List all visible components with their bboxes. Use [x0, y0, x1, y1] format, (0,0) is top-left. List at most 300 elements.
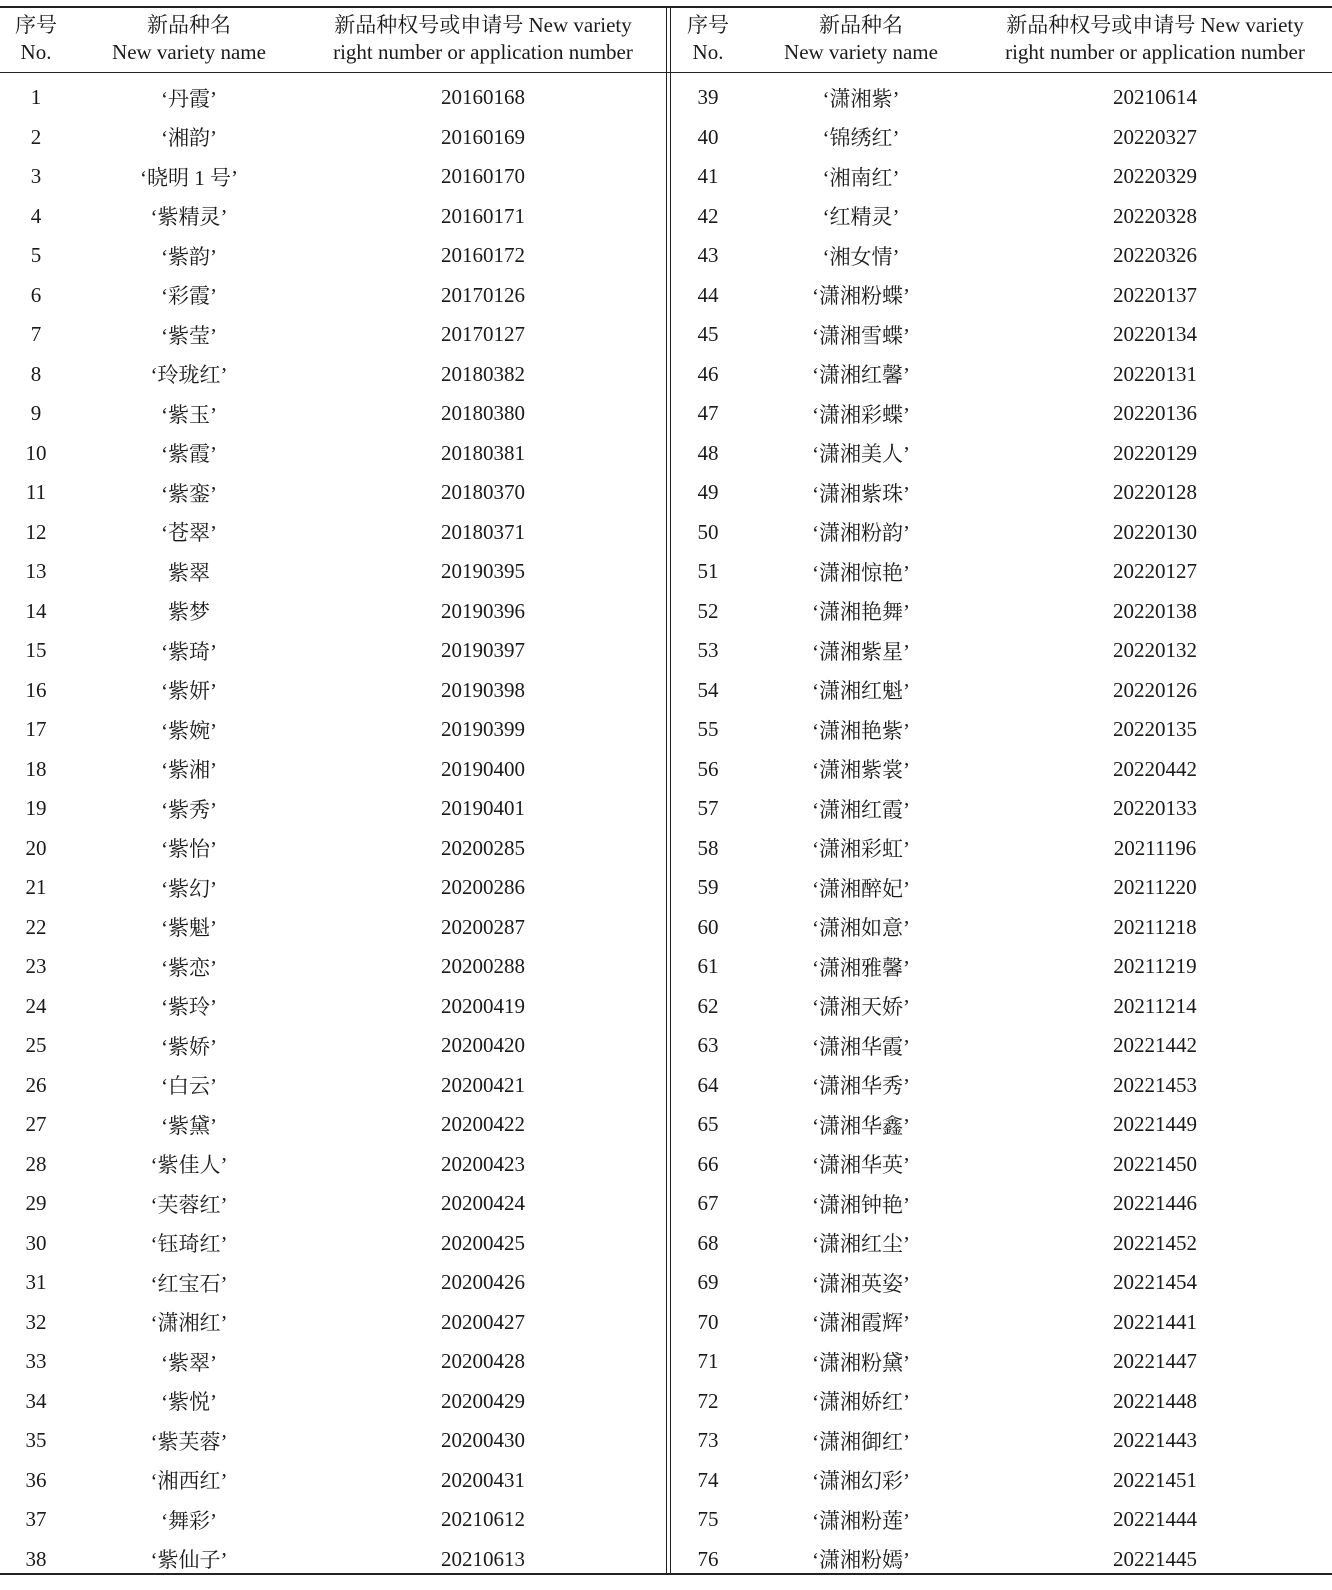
- table-row: [672, 987, 1332, 1027]
- row-right-number: 20200285: [441, 835, 525, 860]
- row-no: 24: [25, 993, 47, 1018]
- row-variety-name: ‘紫恋’: [161, 955, 217, 980]
- row-variety-name: ‘潇湘雅馨’: [812, 955, 910, 980]
- row-right-number: 20220329: [1113, 164, 1197, 189]
- header-name: [744, 12, 978, 66]
- row-right-number: 20200423: [441, 1151, 525, 1176]
- row-right-number: 20200287: [441, 914, 525, 939]
- row-right-number: 20190399: [441, 717, 525, 742]
- row-right-number: 20221450: [1113, 1151, 1197, 1176]
- row-right-number: 20211220: [1113, 875, 1197, 900]
- row-variety-name: ‘潇湘御红’: [812, 1429, 910, 1454]
- row-no: 26: [25, 1072, 47, 1097]
- row-no: 37: [25, 1507, 47, 1532]
- row-variety-name: ‘紫佳人’: [150, 1153, 228, 1178]
- row-variety-name: ‘紫精灵’: [150, 205, 228, 230]
- table-row: [672, 1066, 1332, 1106]
- row-right-number: 20220136: [1113, 401, 1197, 426]
- row-no: 68: [697, 1230, 719, 1255]
- table-row: [0, 1540, 660, 1580]
- table-row: [0, 434, 660, 474]
- table-row: [0, 78, 660, 118]
- right-table-half: [672, 6, 1332, 1573]
- table-row: [672, 1342, 1332, 1382]
- row-variety-name: ‘舞彩’: [161, 1508, 217, 1533]
- row-no: 22: [25, 914, 47, 939]
- row-variety-name: ‘潇湘惊艳’: [812, 560, 910, 585]
- header-right-number: [978, 12, 1332, 66]
- row-variety-name: ‘紫玲’: [161, 995, 217, 1020]
- row-no: 69: [697, 1270, 719, 1295]
- row-variety-name: ‘紫銮’: [161, 481, 217, 506]
- row-no: 7: [30, 322, 42, 347]
- row-no: 4: [30, 203, 42, 228]
- header-name-zh: 新品种名: [147, 13, 231, 37]
- row-right-number: 20200430: [441, 1428, 525, 1453]
- row-no: 30: [25, 1230, 47, 1255]
- row-right-number: 20200421: [441, 1072, 525, 1097]
- row-variety-name: ‘紫黛’: [161, 1113, 217, 1138]
- row-right-number: 20220138: [1113, 598, 1197, 623]
- row-no: 59: [697, 875, 719, 900]
- row-variety-name: ‘潇湘钟艳’: [812, 1192, 910, 1217]
- table-row: [0, 276, 660, 316]
- table-header: [672, 6, 1332, 72]
- row-right-number: 20221454: [1113, 1270, 1197, 1295]
- row-no: 44: [697, 282, 719, 307]
- table-row: [672, 671, 1332, 711]
- table-row: [0, 1303, 660, 1343]
- row-right-number: 20220130: [1113, 519, 1197, 544]
- row-no: 5: [30, 243, 42, 268]
- row-right-number: 20220126: [1113, 677, 1197, 702]
- row-no: 13: [25, 559, 47, 584]
- row-variety-name: ‘潇湘红魁’: [812, 679, 910, 704]
- row-variety-name: ‘紫妍’: [161, 679, 217, 704]
- row-variety-name: ‘紫霞’: [161, 442, 217, 467]
- row-no: 54: [697, 677, 719, 702]
- table-row: [672, 1500, 1332, 1540]
- row-no: 29: [25, 1191, 47, 1216]
- table-row: [672, 908, 1332, 948]
- header-no-en: No.: [692, 40, 724, 64]
- row-no: 45: [697, 322, 719, 347]
- header-name-en: New variety name: [784, 40, 938, 64]
- row-variety-name: ‘紫婉’: [161, 718, 217, 743]
- table-row: [672, 355, 1332, 395]
- table-row: [0, 1263, 660, 1303]
- row-no: 14: [25, 598, 47, 623]
- row-variety-name: ‘紫魁’: [161, 916, 217, 941]
- table-row: [672, 592, 1332, 632]
- row-no: 15: [25, 638, 47, 663]
- row-no: 8: [30, 361, 42, 386]
- row-no: 75: [697, 1507, 719, 1532]
- table-row: [0, 315, 660, 355]
- table-row: [672, 710, 1332, 750]
- row-no: 25: [25, 1033, 47, 1058]
- table-row: [672, 315, 1332, 355]
- row-right-number: 20221452: [1113, 1230, 1197, 1255]
- table-row: [672, 1303, 1332, 1343]
- row-variety-name: ‘潇湘霞辉’: [812, 1311, 910, 1336]
- table-row: [0, 1421, 660, 1461]
- table-row: [672, 236, 1332, 276]
- row-right-number: 20221447: [1113, 1349, 1197, 1374]
- row-variety-name: ‘潇湘粉嫣’: [812, 1548, 910, 1573]
- table-row: [0, 394, 660, 434]
- row-right-number: 20210614: [1113, 85, 1197, 110]
- header-no: [672, 12, 744, 66]
- row-no: 53: [697, 638, 719, 663]
- row-no: 67: [697, 1191, 719, 1216]
- row-variety-name: ‘潇湘如意’: [812, 916, 910, 941]
- table-row: [672, 552, 1332, 592]
- row-variety-name: ‘钰琦红’: [150, 1232, 228, 1257]
- row-right-number: 20220131: [1113, 361, 1197, 386]
- table-row: [672, 434, 1332, 474]
- table-row: [0, 552, 660, 592]
- row-no: 49: [697, 480, 719, 505]
- row-right-number: 20170127: [441, 322, 525, 347]
- row-right-number: 20221451: [1113, 1467, 1197, 1492]
- row-right-number: 20160168: [441, 85, 525, 110]
- row-right-number: 20200420: [441, 1033, 525, 1058]
- table-row: [672, 1540, 1332, 1580]
- row-no: 66: [697, 1151, 719, 1176]
- row-no: 27: [25, 1112, 47, 1137]
- row-no: 43: [697, 243, 719, 268]
- row-no: 73: [697, 1428, 719, 1453]
- row-right-number: 20211214: [1113, 993, 1197, 1018]
- row-right-number: 20200427: [441, 1309, 525, 1334]
- table-row: [0, 1500, 660, 1540]
- row-no: 36: [25, 1467, 47, 1492]
- row-variety-name: ‘彩霞’: [161, 284, 217, 309]
- row-right-number: 20190398: [441, 677, 525, 702]
- row-variety-name: ‘潇湘娇红’: [812, 1390, 910, 1415]
- row-right-number: 20221444: [1113, 1507, 1197, 1532]
- row-no: 50: [697, 519, 719, 544]
- table-row: [0, 1224, 660, 1264]
- row-variety-name: ‘紫琦’: [161, 639, 217, 664]
- row-right-number: 20221448: [1113, 1388, 1197, 1413]
- table-row: [0, 197, 660, 237]
- row-variety-name: ‘潇湘紫珠’: [812, 481, 910, 506]
- row-variety-name: ‘紫湘’: [161, 758, 217, 783]
- table-row: [672, 1224, 1332, 1264]
- row-no: 23: [25, 954, 47, 979]
- row-right-number: 20220328: [1113, 203, 1197, 228]
- row-variety-name: ‘潇湘红馨’: [812, 363, 910, 388]
- row-variety-name: ‘紫仙子’: [150, 1548, 228, 1573]
- row-right-number: 20220135: [1113, 717, 1197, 742]
- row-no: 1: [30, 85, 42, 110]
- row-variety-name: ‘晓明 1 号’: [140, 165, 238, 190]
- row-right-number: 20221443: [1113, 1428, 1197, 1453]
- row-no: 11: [25, 480, 47, 505]
- header-no-zh: 序号: [687, 13, 729, 37]
- row-no: 28: [25, 1151, 47, 1176]
- header-name-zh: 新品种名: [819, 13, 903, 37]
- row-right-number: 20220128: [1113, 480, 1197, 505]
- row-variety-name: 紫梦: [168, 600, 210, 625]
- row-variety-name: ‘潇湘艳舞’: [812, 600, 910, 625]
- row-variety-name: ‘白云’: [161, 1074, 217, 1099]
- header-right-en: right number or application number: [1005, 40, 1305, 64]
- row-no: 70: [697, 1309, 719, 1334]
- row-variety-name: ‘潇湘华鑫’: [812, 1113, 910, 1138]
- row-no: 58: [697, 835, 719, 860]
- row-right-number: 20220137: [1113, 282, 1197, 307]
- row-variety-name: ‘潇湘红尘’: [812, 1232, 910, 1257]
- row-right-number: 20211196: [1113, 835, 1197, 860]
- table-row: [672, 1105, 1332, 1145]
- table-row: [672, 78, 1332, 118]
- table-row: [672, 1026, 1332, 1066]
- row-no: 20: [25, 835, 47, 860]
- row-right-number: 20200425: [441, 1230, 525, 1255]
- row-variety-name: ‘潇湘彩蝶’: [812, 402, 910, 427]
- header-name-en: New variety name: [112, 40, 266, 64]
- row-no: 57: [697, 796, 719, 821]
- header-right-en: right number or application number: [333, 40, 633, 64]
- row-variety-name: ‘潇湘红’: [150, 1311, 228, 1336]
- row-no: 74: [697, 1467, 719, 1492]
- row-right-number: 20180380: [441, 401, 525, 426]
- row-right-number: 20160170: [441, 164, 525, 189]
- row-right-number: 20220133: [1113, 796, 1197, 821]
- row-no: 19: [25, 796, 47, 821]
- row-no: 21: [25, 875, 47, 900]
- table-row: [0, 750, 660, 790]
- row-variety-name: ‘潇湘紫星’: [812, 639, 910, 664]
- table-row: [0, 473, 660, 513]
- table-row: [0, 157, 660, 197]
- row-right-number: 20200419: [441, 993, 525, 1018]
- table-row: [0, 1184, 660, 1224]
- row-no: 41: [697, 164, 719, 189]
- row-variety-name: ‘潇湘幻彩’: [812, 1469, 910, 1494]
- right-table-body: [672, 78, 1332, 1579]
- row-variety-name: ‘紫娇’: [161, 1034, 217, 1059]
- row-variety-name: ‘潇湘艳紫’: [812, 718, 910, 743]
- row-variety-name: ‘紫韵’: [161, 244, 217, 269]
- row-no: 38: [25, 1546, 47, 1571]
- row-no: 48: [697, 440, 719, 465]
- row-right-number: 20190400: [441, 756, 525, 781]
- table-row: [0, 789, 660, 829]
- table-header: [0, 6, 660, 72]
- table-row: [0, 236, 660, 276]
- row-no: 46: [697, 361, 719, 386]
- row-no: 71: [697, 1349, 719, 1374]
- row-no: 6: [30, 282, 42, 307]
- row-right-number: 20220327: [1113, 124, 1197, 149]
- table-row: [0, 513, 660, 553]
- row-variety-name: ‘紫莹’: [161, 323, 217, 348]
- row-variety-name: ‘紫翠’: [161, 1350, 217, 1375]
- table-row: [0, 118, 660, 158]
- header-right-number: [306, 12, 660, 66]
- header-name: [72, 12, 306, 66]
- row-no: 18: [25, 756, 47, 781]
- row-no: 76: [697, 1546, 719, 1571]
- row-right-number: 20180381: [441, 440, 525, 465]
- table-row: [0, 908, 660, 948]
- row-right-number: 20160172: [441, 243, 525, 268]
- row-no: 62: [697, 993, 719, 1018]
- row-variety-name: ‘潇湘粉黛’: [812, 1350, 910, 1375]
- table-row: [0, 1145, 660, 1185]
- row-variety-name: ‘潇湘紫裳’: [812, 758, 910, 783]
- row-right-number: 20190395: [441, 559, 525, 584]
- row-right-number: 20180370: [441, 480, 525, 505]
- row-right-number: 20220132: [1113, 638, 1197, 663]
- row-variety-name: ‘丹霞’: [161, 86, 217, 111]
- row-variety-name: ‘潇湘醉妃’: [812, 876, 910, 901]
- row-right-number: 20220129: [1113, 440, 1197, 465]
- table-row: [0, 1461, 660, 1501]
- row-right-number: 20210612: [441, 1507, 525, 1532]
- row-no: 9: [30, 401, 42, 426]
- table-row: [0, 1382, 660, 1422]
- row-no: 10: [25, 440, 47, 465]
- row-variety-name: ‘潇湘华秀’: [812, 1074, 910, 1099]
- table-row: [0, 987, 660, 1027]
- table-row: [672, 118, 1332, 158]
- row-right-number: 20200431: [441, 1467, 525, 1492]
- table-row: [0, 671, 660, 711]
- row-no: 42: [697, 203, 719, 228]
- row-right-number: 20200429: [441, 1388, 525, 1413]
- row-right-number: 20211218: [1113, 914, 1197, 939]
- row-variety-name: ‘锦绣红’: [822, 126, 900, 151]
- row-variety-name: ‘紫芙蓉’: [150, 1429, 228, 1454]
- row-no: 52: [697, 598, 719, 623]
- row-variety-name: ‘湘西红’: [150, 1469, 228, 1494]
- row-right-number: 20221449: [1113, 1112, 1197, 1137]
- row-variety-name: ‘潇湘雪蝶’: [812, 323, 910, 348]
- row-right-number: 20160171: [441, 203, 525, 228]
- table-row: [0, 1026, 660, 1066]
- row-variety-name: ‘潇湘天娇’: [812, 995, 910, 1020]
- row-variety-name: ‘紫玉’: [161, 402, 217, 427]
- row-right-number: 20190401: [441, 796, 525, 821]
- row-variety-name: ‘潇湘华霞’: [812, 1034, 910, 1059]
- row-right-number: 20200428: [441, 1349, 525, 1374]
- table-row: [672, 513, 1332, 553]
- row-variety-name: ‘湘女情’: [822, 244, 900, 269]
- row-no: 3: [30, 164, 42, 189]
- row-right-number: 20221446: [1113, 1191, 1197, 1216]
- row-variety-name: ‘潇湘彩虹’: [812, 837, 910, 862]
- row-no: 72: [697, 1388, 719, 1413]
- row-no: 63: [697, 1033, 719, 1058]
- row-right-number: 20220442: [1113, 756, 1197, 781]
- row-right-number: 20200424: [441, 1191, 525, 1216]
- left-table-half: [0, 6, 660, 1573]
- row-variety-name: ‘紫幻’: [161, 876, 217, 901]
- row-variety-name: ‘红精灵’: [822, 205, 900, 230]
- table-row: [0, 829, 660, 869]
- table-row: [672, 829, 1332, 869]
- table-row: [672, 473, 1332, 513]
- row-right-number: 20180382: [441, 361, 525, 386]
- header-no-en: No.: [20, 40, 52, 64]
- row-no: 65: [697, 1112, 719, 1137]
- row-variety-name: ‘芙蓉红’: [150, 1192, 228, 1217]
- row-variety-name: ‘潇湘粉蝶’: [812, 284, 910, 309]
- header-right-zh: 新品种权号或申请号 New variety: [334, 13, 632, 37]
- table-row: [672, 789, 1332, 829]
- row-variety-name: ‘潇湘红霞’: [812, 797, 910, 822]
- table-row: [672, 1421, 1332, 1461]
- row-right-number: 20221441: [1113, 1309, 1197, 1334]
- table-row: [0, 355, 660, 395]
- table-row: [0, 947, 660, 987]
- table-row: [0, 868, 660, 908]
- row-no: 64: [697, 1072, 719, 1097]
- row-no: 40: [697, 124, 719, 149]
- row-no: 32: [25, 1309, 47, 1334]
- row-no: 31: [25, 1270, 47, 1295]
- table-row: [0, 1105, 660, 1145]
- table-row: [0, 592, 660, 632]
- header-no-zh: 序号: [15, 13, 57, 37]
- row-right-number: 20200422: [441, 1112, 525, 1137]
- table-row: [672, 394, 1332, 434]
- row-no: 47: [697, 401, 719, 426]
- row-no: 34: [25, 1388, 47, 1413]
- table-row: [0, 631, 660, 671]
- row-right-number: 20180371: [441, 519, 525, 544]
- row-right-number: 20190397: [441, 638, 525, 663]
- row-variety-name: ‘紫秀’: [161, 797, 217, 822]
- row-no: 51: [697, 559, 719, 584]
- row-right-number: 20190396: [441, 598, 525, 623]
- row-right-number: 20220127: [1113, 559, 1197, 584]
- row-variety-name: ‘湘南红’: [822, 165, 900, 190]
- row-right-number: 20221453: [1113, 1072, 1197, 1097]
- row-right-number: 20220134: [1113, 322, 1197, 347]
- row-no: 33: [25, 1349, 47, 1374]
- row-variety-name: ‘潇湘粉莲’: [812, 1508, 910, 1533]
- variety-table: [0, 6, 1332, 1578]
- table-row: [672, 750, 1332, 790]
- row-right-number: 20200286: [441, 875, 525, 900]
- row-right-number: 20170126: [441, 282, 525, 307]
- row-no: 55: [697, 717, 719, 742]
- table-row: [672, 157, 1332, 197]
- row-no: 39: [697, 85, 719, 110]
- column-group-separator: [666, 6, 671, 1575]
- table-row: [672, 1184, 1332, 1224]
- table-row: [0, 1342, 660, 1382]
- row-right-number: 20221445: [1113, 1546, 1197, 1571]
- row-no: 16: [25, 677, 47, 702]
- row-variety-name: ‘潇湘英姿’: [812, 1271, 910, 1296]
- header-no: [0, 12, 72, 66]
- row-no: 12: [25, 519, 47, 544]
- row-right-number: 20200288: [441, 954, 525, 979]
- row-no: 56: [697, 756, 719, 781]
- row-variety-name: ‘苍翠’: [161, 521, 217, 546]
- row-right-number: 20200426: [441, 1270, 525, 1295]
- table-row: [672, 1382, 1332, 1422]
- table-row: [672, 868, 1332, 908]
- row-right-number: 20211219: [1113, 954, 1197, 979]
